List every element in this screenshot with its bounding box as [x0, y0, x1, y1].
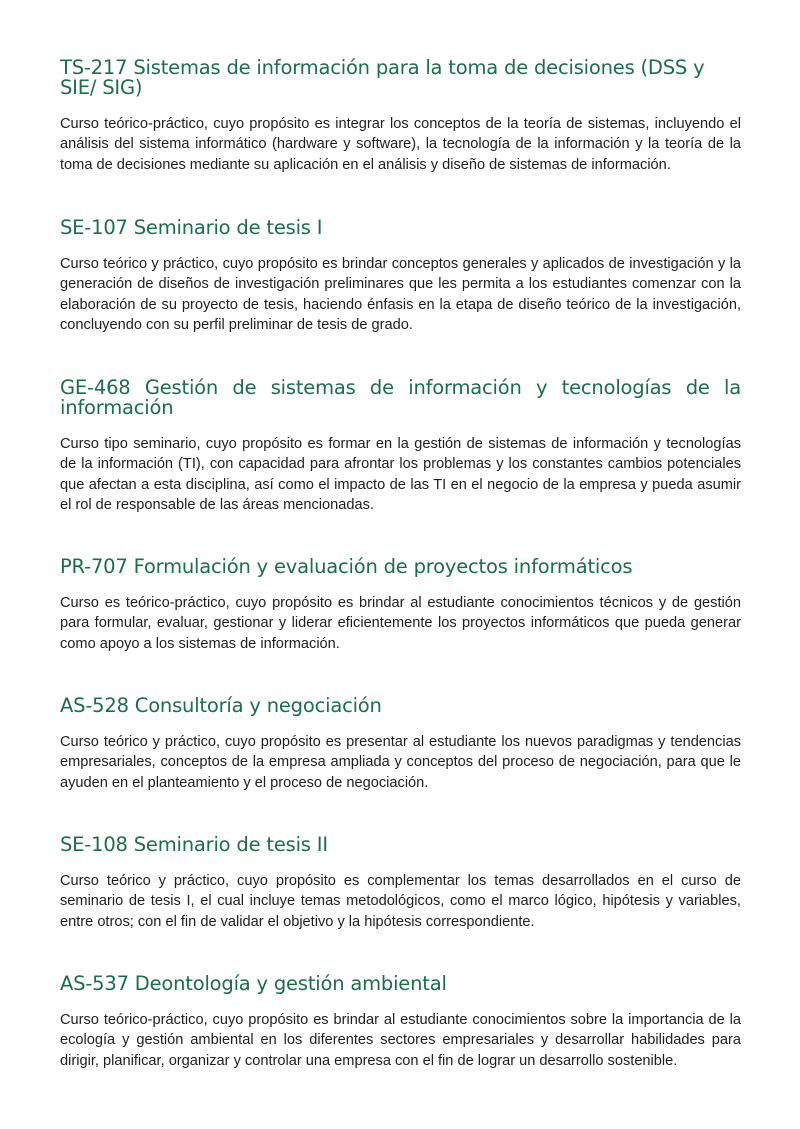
course-title: AS-537 Deontología y gestión ambiental	[60, 972, 447, 995]
course-se-108	[60, 835, 741, 932]
course-description: Curso teórico y práctico, cuyo propósito es presentar al estudiante los nuevos paradigmas y tendencias empresariales, conceptos de la empresa ampliada y conceptos del proceso de negociación, para que le ayuden en el planteamiento y el proceso de negociación.	[60, 734, 741, 791]
course-description: Curso es teórico-práctico, cuyo propósito es brindar al estudiante conocimientos técnicos y de gestión para formular, evaluar, gestionar y liderar eficientemente los proyectos informáticos que pueda generar como apoyo a los sistemas de información.	[60, 595, 741, 652]
course-as-537	[60, 974, 741, 1071]
course-description: Curso teórico-práctico, cuyo propósito es integrar los conceptos de la teoría de sistemas, incluyendo el análisis del sistema informático (hardware y software), la tecnología de la información y la teoría de la toma de decisiones mediante su aplicación en el análisis y diseño de sistemas de información.	[60, 116, 741, 173]
course-title: PR-707 Formulación y evaluación de proyectos informáticos	[60, 555, 633, 578]
course-ts-217	[60, 58, 741, 175]
course-title: SE-108 Seminario de tesis II	[60, 833, 328, 856]
course-description: Curso teórico y práctico, cuyo propósito es complementar los temas desarrollados en el curso de seminario de tesis I, el cual incluye temas metodológicos, como el marco lógico, hipótesis y variables, entre otros; con el fin de validar el objetivo y la hipótesis correspondiente.	[60, 873, 741, 930]
course-description: Curso tipo seminario, cuyo propósito es formar en la gestión de sistemas de información y tecnologías de la información (TI), con capacidad para afrontar los problemas y los constantes cambios potenciales que afectan a esta disciplina, así como el impacto de las TI en el negocio de la empresa y pueda asumir el rol de responsable de las áreas mencionadas.	[60, 436, 741, 514]
course-description: Curso teórico y práctico, cuyo propósito es brindar conceptos generales y aplicados de investigación y la generación de diseños de investigación preliminares que les permita a los estudiantes comenzar con la elaboración de su proyecto de tesis, haciendo énfasis en la etapa de diseño teórico de la investigación, concluyendo con su perfil preliminar de tesis de grado.	[60, 256, 741, 334]
course-se-107	[60, 218, 741, 336]
course-title: TS-217 Sistemas de información para la toma de decisiones (DSS y SIE/ SIG)	[60, 56, 705, 99]
course-pr-707	[60, 557, 741, 654]
course-as-528	[60, 696, 741, 793]
course-description: Curso teórico-práctico, cuyo propósito es brindar al estudiante conocimientos sobre la importancia de la ecología y gestión ambiental en los diferentes sectores empresariales y desarrollar habilidades para dirigir, planificar, organizar y controlar una empresa con el fin de lograr un desarrollo sostenible.	[60, 1012, 741, 1069]
course-title: AS-528 Consultoría y negociación	[60, 694, 382, 717]
course-title: SE-107 Seminario de tesis I	[60, 216, 323, 239]
course-ge-468	[60, 378, 741, 516]
course-title: GE-468 Gestión de sistemas de información y tecnologías de la información	[60, 376, 741, 419]
